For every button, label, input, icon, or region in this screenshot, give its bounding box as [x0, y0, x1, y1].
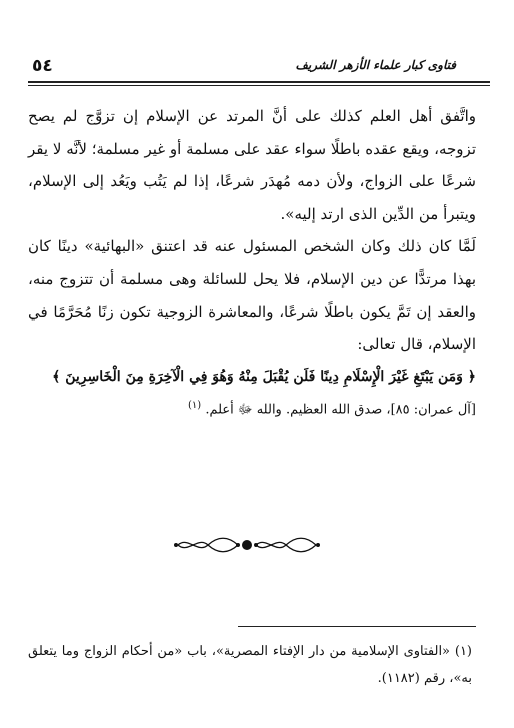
footnote: (١) «الفتاوى الإسلامية من دار الإفتاء المصرية»، باب «من أحكام الزواج وما يتعلق به»، رقم (١١٨٢). — [28, 644, 472, 686]
page-number: ٥٤ — [32, 56, 53, 76]
citation-text: [آل عمران: ٨٥]، صدق الله العظيم. والله ﷻ أعلم. — [205, 402, 476, 418]
footnote-marker: (١) — [187, 400, 202, 412]
paragraph: واتَّفق أهل العلم كذلك على أنَّ المرتد عن الإسلام إن تزوَّج لم يصح تزوجه، ويقع عقده باطلًا سواء عقد على مسلمة أو غير مسلمة؛ لأنَّه لا يقر شرعًا على الزواج، ولأن دمه مُهدَر شرعًا، إذا لم يَتُب ويَعُد إلى الإسلام، ويتبرأ من الدِّين الذى ارتد إليه». — [28, 107, 476, 223]
paragraph: لَمَّا كان ذلك وكان الشخص المسئول عنه قد اعتنق «البهائية» دينًا كان بهذا مرتدًّا عن دين الإسلام، فلا يحل للسائلة وهى مسلمة أن تتزوج منه، والعقد إن تَمَّ يكون باطلًا شرعًا، والمعاشرة الزوجية تكون زنًا مُحَرَّمًا في الإسلام، قال تعالى: — [28, 237, 476, 354]
footnote-separator — [238, 626, 476, 627]
quran-verse: ﴿ وَمَن يَبْتَغِ غَيْرَ الْإِسْلَامِ دِينًا فَلَن يُقْبَلَ مِنْهُ وَهُوَ فِي الْآخِرَةِ مِنَ الْخَاسِرِينَ ﴾ — [52, 368, 476, 385]
running-title: فتاوى كبار علماء الأزهر الشريف — [295, 58, 456, 72]
header-rule-thin — [28, 85, 490, 86]
main-text — [28, 100, 476, 424]
page-header — [18, 54, 496, 90]
header-rule — [28, 81, 490, 83]
verse-citation — [28, 393, 476, 423]
ornament-divider-icon — [172, 534, 322, 556]
